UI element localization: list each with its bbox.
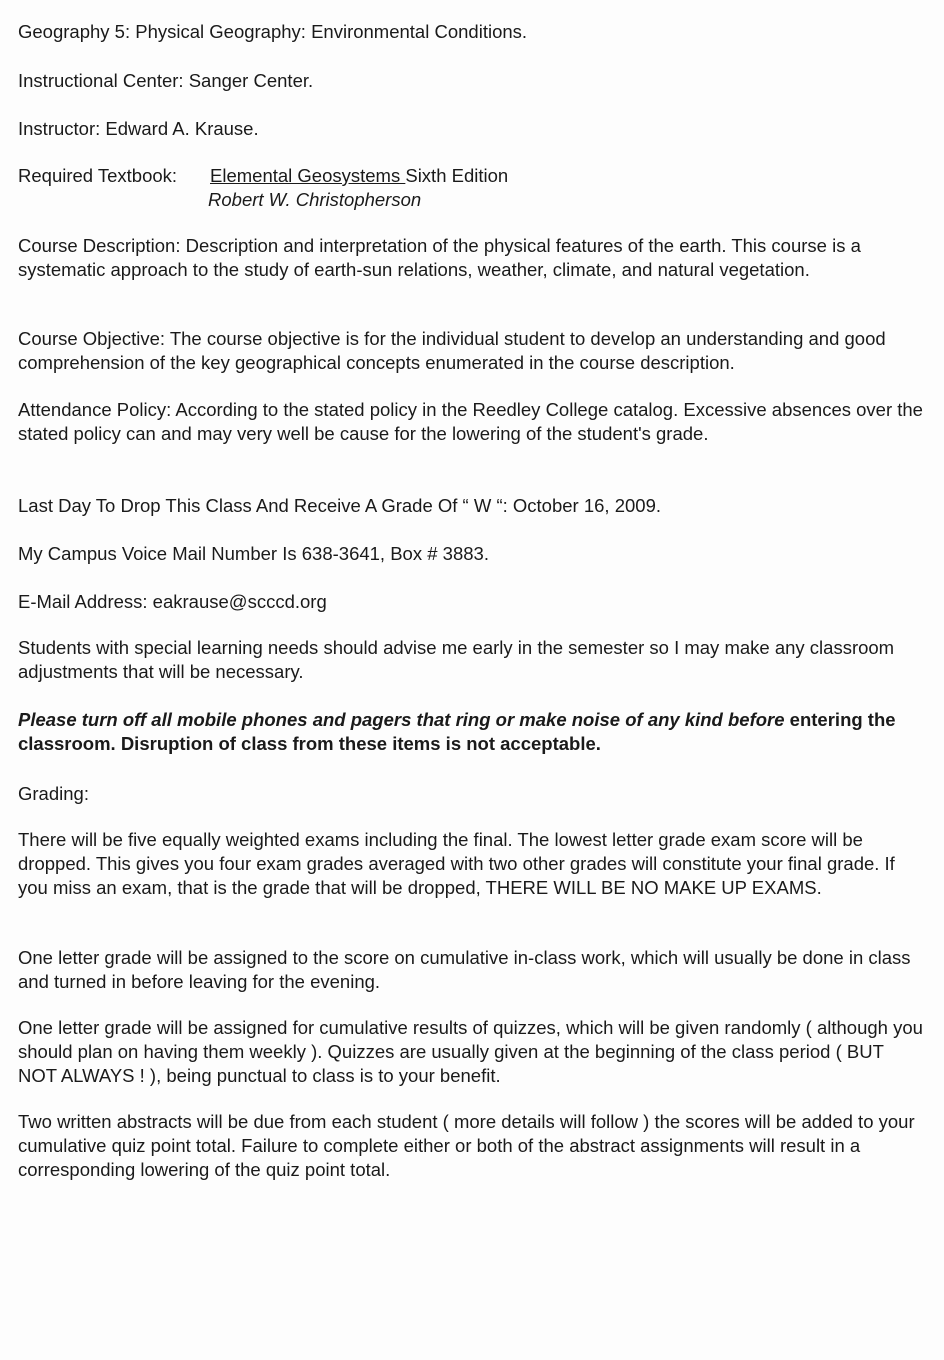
exams-policy: There will be five equally weighted exams including the final. The lowest letter grade exam score will be dropped. This gives you four exam grades averaged with two other grades will constitute your final grade. If you miss an exam, that is the grade that will be dropped, THERE WILL BE NO MAKE UP EXAMS. <box>18 829 895 898</box>
textbook-edition: Sixth Edition <box>405 165 509 186</box>
phone-notice <box>18 708 923 756</box>
email-address: E-Mail Address: eakrause@scccd.org <box>18 591 327 612</box>
special-needs-note: Students with special learning needs should advise me early in the semester so I may make any classroom adjustments that will be necessary. <box>18 637 895 682</box>
textbook-author: Robert W. Christopherson <box>208 189 422 210</box>
voicemail-number: My Campus Voice Mail Number Is 638-3641, Box # 3883. <box>18 543 489 564</box>
course-objective: Course Objective: The course objective is for the individual student to develop an understanding and good comprehension of the key geographical concepts enumerated in the course description. <box>18 328 886 373</box>
phone-notice-rest: entering the classroom. Disruption of class from these items is not acceptable. <box>18 709 896 754</box>
instructor-line: Instructor: Edward A. Krause. <box>18 118 259 139</box>
attendance-policy: Attendance Policy: According to the stated policy in the Reedley College catalog. Excessive absences over the stated policy can and may very well be cause for the lowering of the student's grade. <box>18 399 923 444</box>
instructional-center: Instructional Center: Sanger Center. <box>18 70 314 91</box>
course-title: Geography 5: Physical Geography: Environmental Conditions. <box>18 21 528 42</box>
textbook-label: Required Textbook: <box>18 165 178 186</box>
required-textbook <box>18 164 923 212</box>
quizzes-policy: One letter grade will be assigned for cumulative results of quizzes, which will be given randomly ( although you should plan on having them weekly ). Quizzes are usually given at the beginning of the class period ( BUT NOT ALWAYS ! ), being punctual to class is to your benefit. <box>18 1017 923 1086</box>
textbook-title: Elemental Geosystems <box>210 165 406 186</box>
drop-date: Last Day To Drop This Class And Receive A Grade Of “ W “: October 16, 2009. <box>18 495 662 516</box>
course-description: Course Description: Description and interpretation of the physical features of the earth. This course is a systematic approach to the study of earth-sun relations, weather, climate, and natural vegetation. <box>18 235 861 280</box>
grading-heading: Grading: <box>18 783 89 804</box>
abstracts-policy: Two written abstracts will be due from each student ( more details will follow ) the scores will be added to your cumulative quiz point total. Failure to complete either or both of the abstract assignments will result in a corresponding lowering of the quiz point total. <box>18 1111 915 1180</box>
phone-notice-italic: Please turn off all mobile phones and pagers that ring or make noise of any kind before <box>18 709 785 730</box>
classwork-policy: One letter grade will be assigned to the score on cumulative in-class work, which will usually be done in class and turned in before leaving for the evening. <box>18 947 911 992</box>
